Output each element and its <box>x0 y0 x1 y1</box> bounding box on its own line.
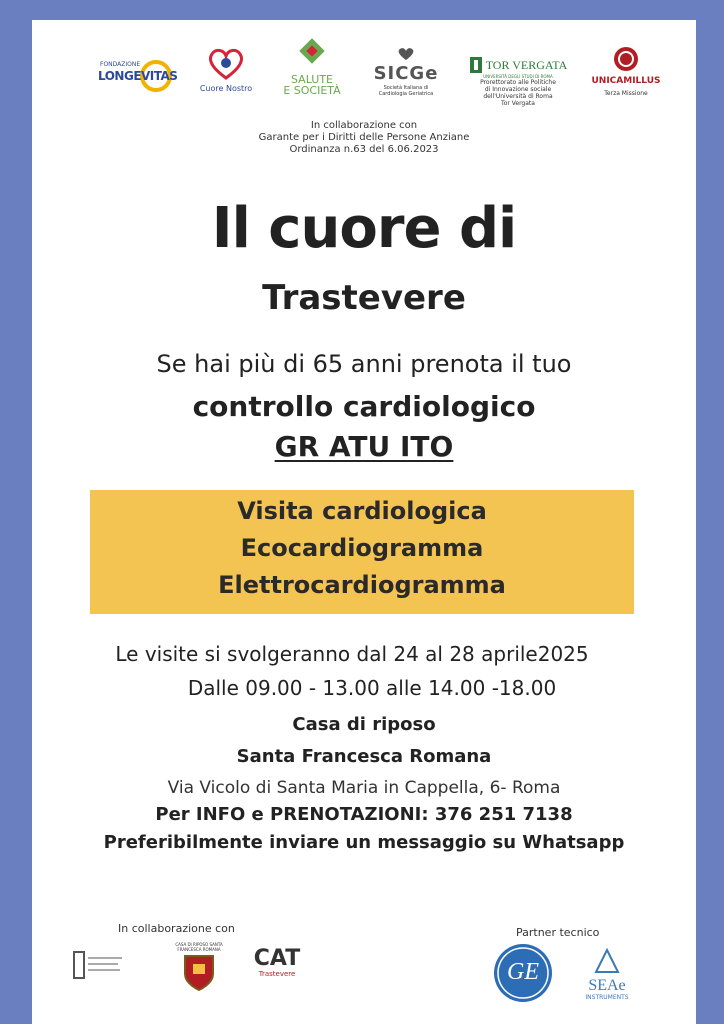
free-line: GR ATU ITO <box>274 430 454 463</box>
footer-partner-label: Partner tecnico <box>516 926 600 939</box>
venue-name-1: Casa di riposo <box>292 714 436 735</box>
logo-unicamillus <box>586 46 666 102</box>
logo-cat-trastevere <box>252 948 302 992</box>
sicge-heart-icon <box>396 47 416 61</box>
coat-of-arms-icon <box>182 952 216 992</box>
tor-vergata-name: TOR VERGATA <box>485 57 568 72</box>
logo-longevitas <box>98 58 178 94</box>
cuore-nostro-label: Cuore Nostro <box>199 84 253 93</box>
logo-casa-di-riposo <box>166 942 232 998</box>
longevitas-foundation-label: FONDAZIONE <box>100 61 141 68</box>
check-line: controllo cardiologico <box>192 390 536 423</box>
societa-label: E SOCIETÀ <box>283 84 341 97</box>
logo-salute-societa <box>280 38 344 102</box>
tor-vergata-caption-2: di Innovazione sociale <box>484 86 552 93</box>
associazione-mark-icon <box>68 948 128 984</box>
collaboration-line-3: Ordinanza n.63 del 6.06.2023 <box>289 144 439 155</box>
services-box <box>90 490 634 614</box>
logo-sicge <box>366 46 446 96</box>
collaboration-line-2: Garante per i Diritti delle Persone Anziane <box>258 132 470 143</box>
unicamillus-name: UNICAMILLUS <box>591 76 661 86</box>
heart-icon <box>206 48 246 80</box>
poster <box>32 20 696 1024</box>
schedule-dates: Le visite si svolgeranno dal 24 al 28 aprile2025 <box>115 642 589 666</box>
footer-collaboration-label: In collaborazione con <box>118 922 235 935</box>
collaboration-block <box>32 120 696 156</box>
seae-mark-icon <box>592 948 622 974</box>
logo-tor-vergata <box>466 56 570 120</box>
seae-label: SEAe <box>588 977 626 994</box>
logo-associazione <box>68 948 128 988</box>
tor-vergata-mark-icon <box>469 56 483 74</box>
salute-label: SALUTE <box>290 73 333 86</box>
unicamillus-seal-icon <box>613 46 639 72</box>
logo-seae <box>572 948 642 1008</box>
tor-vergata-caption-3: dell'Università di Roma <box>483 93 553 100</box>
service-item: Elettrocardiogramma <box>218 571 506 599</box>
venue-name-2: Santa Francesca Romana <box>236 746 492 767</box>
logo-cuore-nostro <box>192 48 260 94</box>
service-item: Ecocardiogramma <box>240 534 484 562</box>
poster-title: Il cuore di <box>211 196 517 261</box>
unicamillus-caption: Terza Missione <box>604 90 648 97</box>
tor-vergata-subtitle: UNIVERSITÀ DEGLI STUDI DI ROMA <box>483 74 553 79</box>
ge-label: GE <box>507 959 539 985</box>
sicge-name: SICGe <box>373 63 439 84</box>
tor-vergata-caption-1: Prorettorato alle Politiche <box>480 79 556 86</box>
intro-line: Se hai più di 65 anni prenota il tuo <box>156 350 572 378</box>
whatsapp-note: Preferibilmente inviare un messaggio su Whatsapp <box>103 832 625 853</box>
seae-subtitle: INSTRUMENTS <box>585 994 629 1001</box>
tor-vergata-caption-4: Tor Vergata <box>501 100 535 107</box>
logo-ge <box>492 942 554 1004</box>
salute-diamond-icon <box>295 38 329 70</box>
cat-subtitle: Trastevere <box>258 970 296 978</box>
poster-subtitle: Trastevere <box>262 278 466 318</box>
service-item: Visita cardiologica <box>237 497 487 525</box>
booking-info: Per INFO e PRENOTAZIONI: 376 251 7138 <box>155 804 573 825</box>
schedule-hours: Dalle 09.00 - 13.00 alle 14.00 -18.00 <box>187 676 557 700</box>
sicge-subtitle: Società Italiana di Cardiologia Geriatrica <box>378 85 434 97</box>
collaboration-line-1: In collaborazione con <box>310 120 418 131</box>
casa-di-riposo-caption: CASA DI RIPOSO SANTA FRANCESCA ROMANA <box>175 942 223 952</box>
longevitas-name: LONGEVITAS <box>98 69 178 83</box>
venue-address: Via Vicolo di Santa Maria in Cappella, 6- Roma <box>167 778 561 798</box>
cat-label: CAT <box>253 946 301 971</box>
